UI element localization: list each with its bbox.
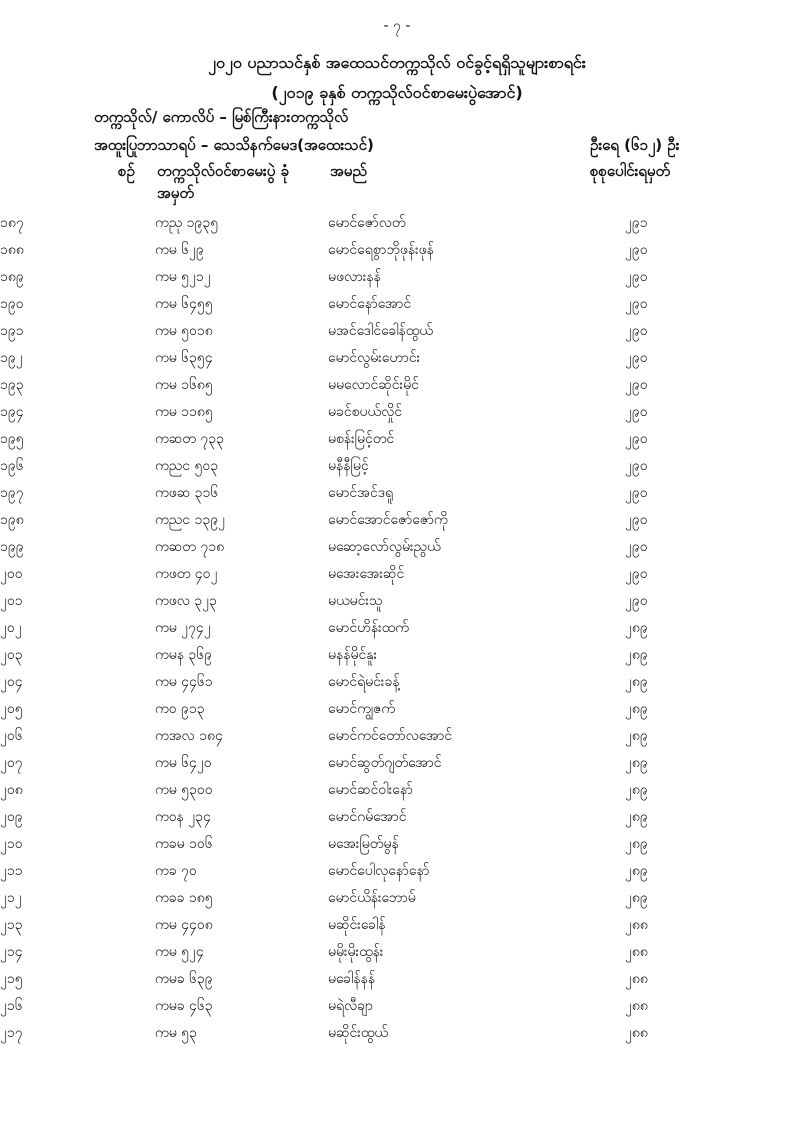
table-row bbox=[0, 291, 685, 318]
roll-number: ကမ ၅၀၁၈ bbox=[155, 323, 213, 339]
total-marks: ၂၈၉ bbox=[625, 701, 648, 717]
total-marks: ၂၈၉ bbox=[625, 809, 648, 825]
roll-number: ကခမ ၁၀၆ bbox=[155, 836, 213, 852]
total-count: ဦးရေ (၆၁၂) ဦး bbox=[590, 136, 680, 154]
roll-number: ကဖလ ၃၂၃ bbox=[155, 593, 217, 609]
roll-number: ကမ ၁၆၈၅ bbox=[155, 377, 213, 393]
total-marks: ၂၉၀ bbox=[625, 377, 648, 393]
table-row bbox=[0, 642, 685, 669]
total-marks: ၂၈၉ bbox=[625, 863, 648, 879]
student-name: မစန်းမြင့်တင် bbox=[328, 431, 395, 447]
roll-number: ကမ ၄၄၆၁ bbox=[155, 674, 213, 690]
student-name: မခေါန်နန် bbox=[328, 971, 376, 987]
roll-number: ကမခ ၆၃၉ bbox=[155, 971, 213, 987]
table-row bbox=[0, 804, 685, 831]
student-name: မနီနီမြင့် bbox=[328, 458, 369, 474]
total-marks: ၂၈၈ bbox=[625, 1025, 648, 1041]
table-row bbox=[0, 750, 685, 777]
total-marks: ၂၉၀ bbox=[625, 404, 648, 420]
student-name: မောင်ဇော်လတ် bbox=[328, 215, 406, 231]
table-row bbox=[0, 507, 685, 534]
table-row bbox=[0, 1020, 685, 1047]
student-name: မဆိုင်းထွယ် bbox=[328, 1025, 388, 1041]
table-row bbox=[0, 831, 685, 858]
student-name: မမလောင်ဆိုင်းမိုင် bbox=[328, 377, 419, 393]
column-header-marks: စုစုပေါင်းရမှတ် bbox=[590, 162, 671, 180]
total-marks: ၂၈၉ bbox=[625, 782, 648, 798]
total-marks: ၂၈၉ bbox=[625, 728, 648, 744]
roll-number: ကမ ၅၃၀၀ bbox=[155, 782, 213, 798]
total-marks: ၂၉၀ bbox=[625, 539, 648, 555]
roll-number: ကမ ၆၄၅၅ bbox=[155, 296, 213, 312]
total-marks: ၂၉၀ bbox=[625, 431, 648, 447]
student-name: မောင်ရဲမင်းခန့် bbox=[328, 674, 400, 690]
roll-number: ကမခ ၄၆၃ bbox=[155, 998, 213, 1014]
roll-number: ကခခ ၁၈၅ bbox=[155, 890, 213, 906]
row-number: ၂၀၀ bbox=[0, 566, 23, 582]
roll-number: ကမ ၂၇၄၂ bbox=[155, 620, 211, 636]
university-line: တက္ကသိုလ်/ ကောလိပ် – မြစ်ကြီးနားတက္ကသိုလ် bbox=[94, 108, 349, 126]
roll-number: ကဝန ၂၃၄ bbox=[155, 809, 211, 825]
total-marks: ၂၈၈ bbox=[625, 917, 648, 933]
student-name: မောင်ဆင်ဝါးနော် bbox=[328, 782, 413, 798]
table-row bbox=[0, 696, 685, 723]
column-header-name: အမည် bbox=[330, 162, 367, 180]
table-row bbox=[0, 453, 685, 480]
total-marks: ၂၉၀ bbox=[625, 269, 648, 285]
roll-number: ကမ ၅၃ bbox=[155, 1025, 197, 1041]
total-marks: ၂၉၀ bbox=[625, 458, 648, 474]
row-number: ၂၀၇ bbox=[0, 755, 23, 771]
student-name: မဆော့လော်လွမ်းညွယ် bbox=[328, 539, 441, 555]
total-marks: ၂၉၀ bbox=[625, 296, 648, 312]
row-number: ၁၉၈ bbox=[0, 512, 24, 528]
roll-number: ကဖတ ၄၀၂ bbox=[155, 566, 218, 582]
student-name: မောင်လွမ်းဟောင်း bbox=[328, 350, 421, 366]
roll-number: ကမ ၁၁၈၅ bbox=[155, 404, 213, 420]
student-name: မဖလားနန် bbox=[328, 269, 381, 285]
roll-number: ကညင ၁၃၉၂ bbox=[155, 512, 225, 528]
total-marks: ၂၈၉ bbox=[625, 674, 648, 690]
table-row bbox=[0, 966, 685, 993]
row-number: ၂၁၃ bbox=[0, 917, 23, 933]
row-number: ၁၉၂ bbox=[0, 350, 23, 366]
table-row bbox=[0, 399, 685, 426]
table-row bbox=[0, 318, 685, 345]
document-title: ၂၀၂၀ ပညာသင်နှစ် အထေသင်တက္ကသိုလ် ဝင်ခွင့်ရရှိသူများစာရင်း bbox=[208, 53, 586, 72]
row-number: ၁၈၉ bbox=[0, 269, 24, 285]
column-header-roll: တက္ကသိုလ်ဝင်စာမေးပွဲ ခုံအမှတ် bbox=[157, 162, 289, 202]
student-name: မောင်ကျွဇက် bbox=[328, 701, 396, 717]
row-number: ၂၀၈ bbox=[0, 782, 23, 798]
row-number: ၂၀၃ bbox=[0, 647, 23, 663]
row-number: ၂၀၂ bbox=[0, 620, 22, 636]
roll-number: ကဖဆ ၃၁၆ bbox=[155, 485, 219, 501]
student-name: မောင်ယိန်းဘောမ် bbox=[328, 890, 416, 906]
total-marks: ၂၈၉ bbox=[625, 647, 648, 663]
student-name: မအေးအေးဆိုင် bbox=[328, 566, 405, 582]
roll-number: ကမ ၆၂၉ bbox=[155, 242, 204, 258]
student-name: မခင်စပယ်လှိုင် bbox=[328, 404, 402, 420]
student-name: မောင်ကင်တော်လအောင် bbox=[328, 728, 453, 744]
student-name: မမိုးမိုးထွန်း bbox=[328, 944, 384, 960]
table-row bbox=[0, 993, 685, 1020]
student-name: မရဲလီချာ bbox=[328, 998, 374, 1014]
table-row bbox=[0, 723, 685, 750]
row-number: ၂၁၀ bbox=[0, 836, 23, 852]
document-subtitle: (၂၀၁၉ ခုနှစ် တက္ကသိုလ်ဝင်စာမေးပွဲအောင်) bbox=[271, 83, 523, 102]
row-number: ၂၀၁ bbox=[0, 593, 23, 609]
total-marks: ၂၈၉ bbox=[625, 890, 648, 906]
roll-number: ကဝ ၉၁၃ bbox=[155, 701, 205, 717]
row-number: ၁၉၀ bbox=[0, 296, 24, 312]
roll-number: ကညု ၁၉၃၅ bbox=[155, 215, 219, 231]
table-row bbox=[0, 426, 685, 453]
student-name: မောင်အင်ဒရူ bbox=[328, 485, 394, 501]
table-row bbox=[0, 885, 685, 912]
roll-number: ကအလ ၁၈၄ bbox=[155, 728, 223, 744]
total-marks: ၂၉၁ bbox=[625, 215, 648, 231]
table-row bbox=[0, 480, 685, 507]
student-name: မောင်ရေစွာဘိုဖုန်းဖုန် bbox=[328, 242, 434, 258]
table-row bbox=[0, 858, 685, 885]
total-marks: ၂၈၉ bbox=[625, 755, 648, 771]
total-marks: ၂၈၈ bbox=[625, 998, 648, 1014]
row-number: ၁၉၃ bbox=[0, 377, 24, 393]
table-row bbox=[0, 777, 685, 804]
table-row bbox=[0, 237, 685, 264]
row-number: ၂၀၉ bbox=[0, 809, 23, 825]
row-number: ၁၉၉ bbox=[0, 539, 24, 555]
table-row bbox=[0, 939, 685, 966]
table-row bbox=[0, 345, 685, 372]
row-number: ၂၁၄ bbox=[0, 944, 23, 960]
row-number: ၂၁၆ bbox=[0, 998, 23, 1014]
row-number: ၂၁၇ bbox=[0, 1025, 23, 1041]
table-row bbox=[0, 669, 685, 696]
student-name: မောင်အောင်ဇော်ဇော်ကို bbox=[328, 512, 448, 528]
roll-number: ကမ ၆၄၂၀ bbox=[155, 755, 212, 771]
student-name: မဆိုင်းခေါန် bbox=[328, 917, 386, 933]
roll-number: ကမ ၅၂၄ bbox=[155, 944, 204, 960]
row-number: ၂၀၆ bbox=[0, 728, 23, 744]
table-row bbox=[0, 588, 685, 615]
total-marks: ၂၉၀ bbox=[625, 242, 648, 258]
total-marks: ၂၈၈ bbox=[625, 971, 648, 987]
row-number: ၁၉၄ bbox=[0, 404, 24, 420]
row-number: ၁၉၇ bbox=[0, 485, 24, 501]
row-number: ၁၈၇ bbox=[0, 215, 24, 231]
table-row bbox=[0, 534, 685, 561]
specialization-line: အထူးပြုဘာသာရပ် – သေသိနက်မေဒ(အထေးသင်) bbox=[94, 136, 374, 154]
table-row bbox=[0, 264, 685, 291]
roll-number: ကဆတ ၇၁၈ bbox=[155, 539, 225, 555]
student-name: မောင်ဟိန်းထက် bbox=[328, 620, 409, 636]
student-name: မောင်ပေါလုနော်နော် bbox=[328, 863, 430, 879]
table-row bbox=[0, 615, 685, 642]
total-marks: ၂၉၀ bbox=[625, 323, 648, 339]
total-marks: ၂၉၀ bbox=[625, 485, 648, 501]
total-marks: ၂၈၉ bbox=[625, 620, 648, 636]
total-marks: ၂၉၀ bbox=[625, 593, 648, 609]
student-name: မနန်မိုင်နူး bbox=[328, 647, 378, 663]
student-name: မယမင်းသူ bbox=[328, 593, 383, 609]
table-row bbox=[0, 561, 685, 588]
student-name: မအင်ဒေါင်ခေါန်ထွယ် bbox=[328, 323, 433, 339]
results-table bbox=[0, 210, 685, 1047]
student-name: မအေးမြတ်မွန် bbox=[328, 836, 399, 852]
row-number: ၂၁၂ bbox=[0, 890, 22, 906]
total-marks: ၂၉၀ bbox=[625, 566, 648, 582]
row-number: ၂၁၁ bbox=[0, 863, 23, 879]
total-marks: ၂၈၉ bbox=[625, 836, 648, 852]
roll-number: ကမ ၆၃၅၄ bbox=[155, 350, 213, 366]
roll-number: ကမ ၅၂၁၂ bbox=[155, 269, 211, 285]
row-number: ၂၀၄ bbox=[0, 674, 23, 690]
roll-number: ကမန ၃၆၉ bbox=[155, 647, 213, 663]
column-header-no: စဉ် bbox=[118, 162, 135, 180]
results-table-body bbox=[0, 210, 685, 1047]
table-row bbox=[0, 912, 685, 939]
page-number: - ၇ - bbox=[383, 18, 411, 34]
table-row bbox=[0, 372, 685, 399]
total-marks: ၂၉၀ bbox=[625, 512, 648, 528]
roll-number: ကညင ၅၀၃ bbox=[155, 458, 219, 474]
row-number: ၂၀၅ bbox=[0, 701, 23, 717]
table-row bbox=[0, 210, 685, 237]
roll-number: ကခ ၇၀ bbox=[155, 863, 197, 879]
roll-number: ကဆတ ၇၃၃ bbox=[155, 431, 224, 447]
total-marks: ၂၉၀ bbox=[625, 350, 648, 366]
student-name: မောင်ဆွတ်ဂျတ်အောင် bbox=[328, 755, 442, 771]
student-name: မောင်နော်အောင် bbox=[328, 296, 412, 312]
total-marks: ၂၈၈ bbox=[625, 944, 648, 960]
roll-number: ကမ ၄၄၀၈ bbox=[155, 917, 213, 933]
student-name: မောင်ဂမ်အောင် bbox=[328, 809, 407, 825]
row-number: ၁၈၈ bbox=[0, 242, 24, 258]
row-number: ၂၁၅ bbox=[0, 971, 23, 987]
row-number: ၁၉၅ bbox=[0, 431, 24, 447]
row-number: ၁၉၁ bbox=[0, 323, 24, 339]
row-number: ၁၉၆ bbox=[0, 458, 24, 474]
